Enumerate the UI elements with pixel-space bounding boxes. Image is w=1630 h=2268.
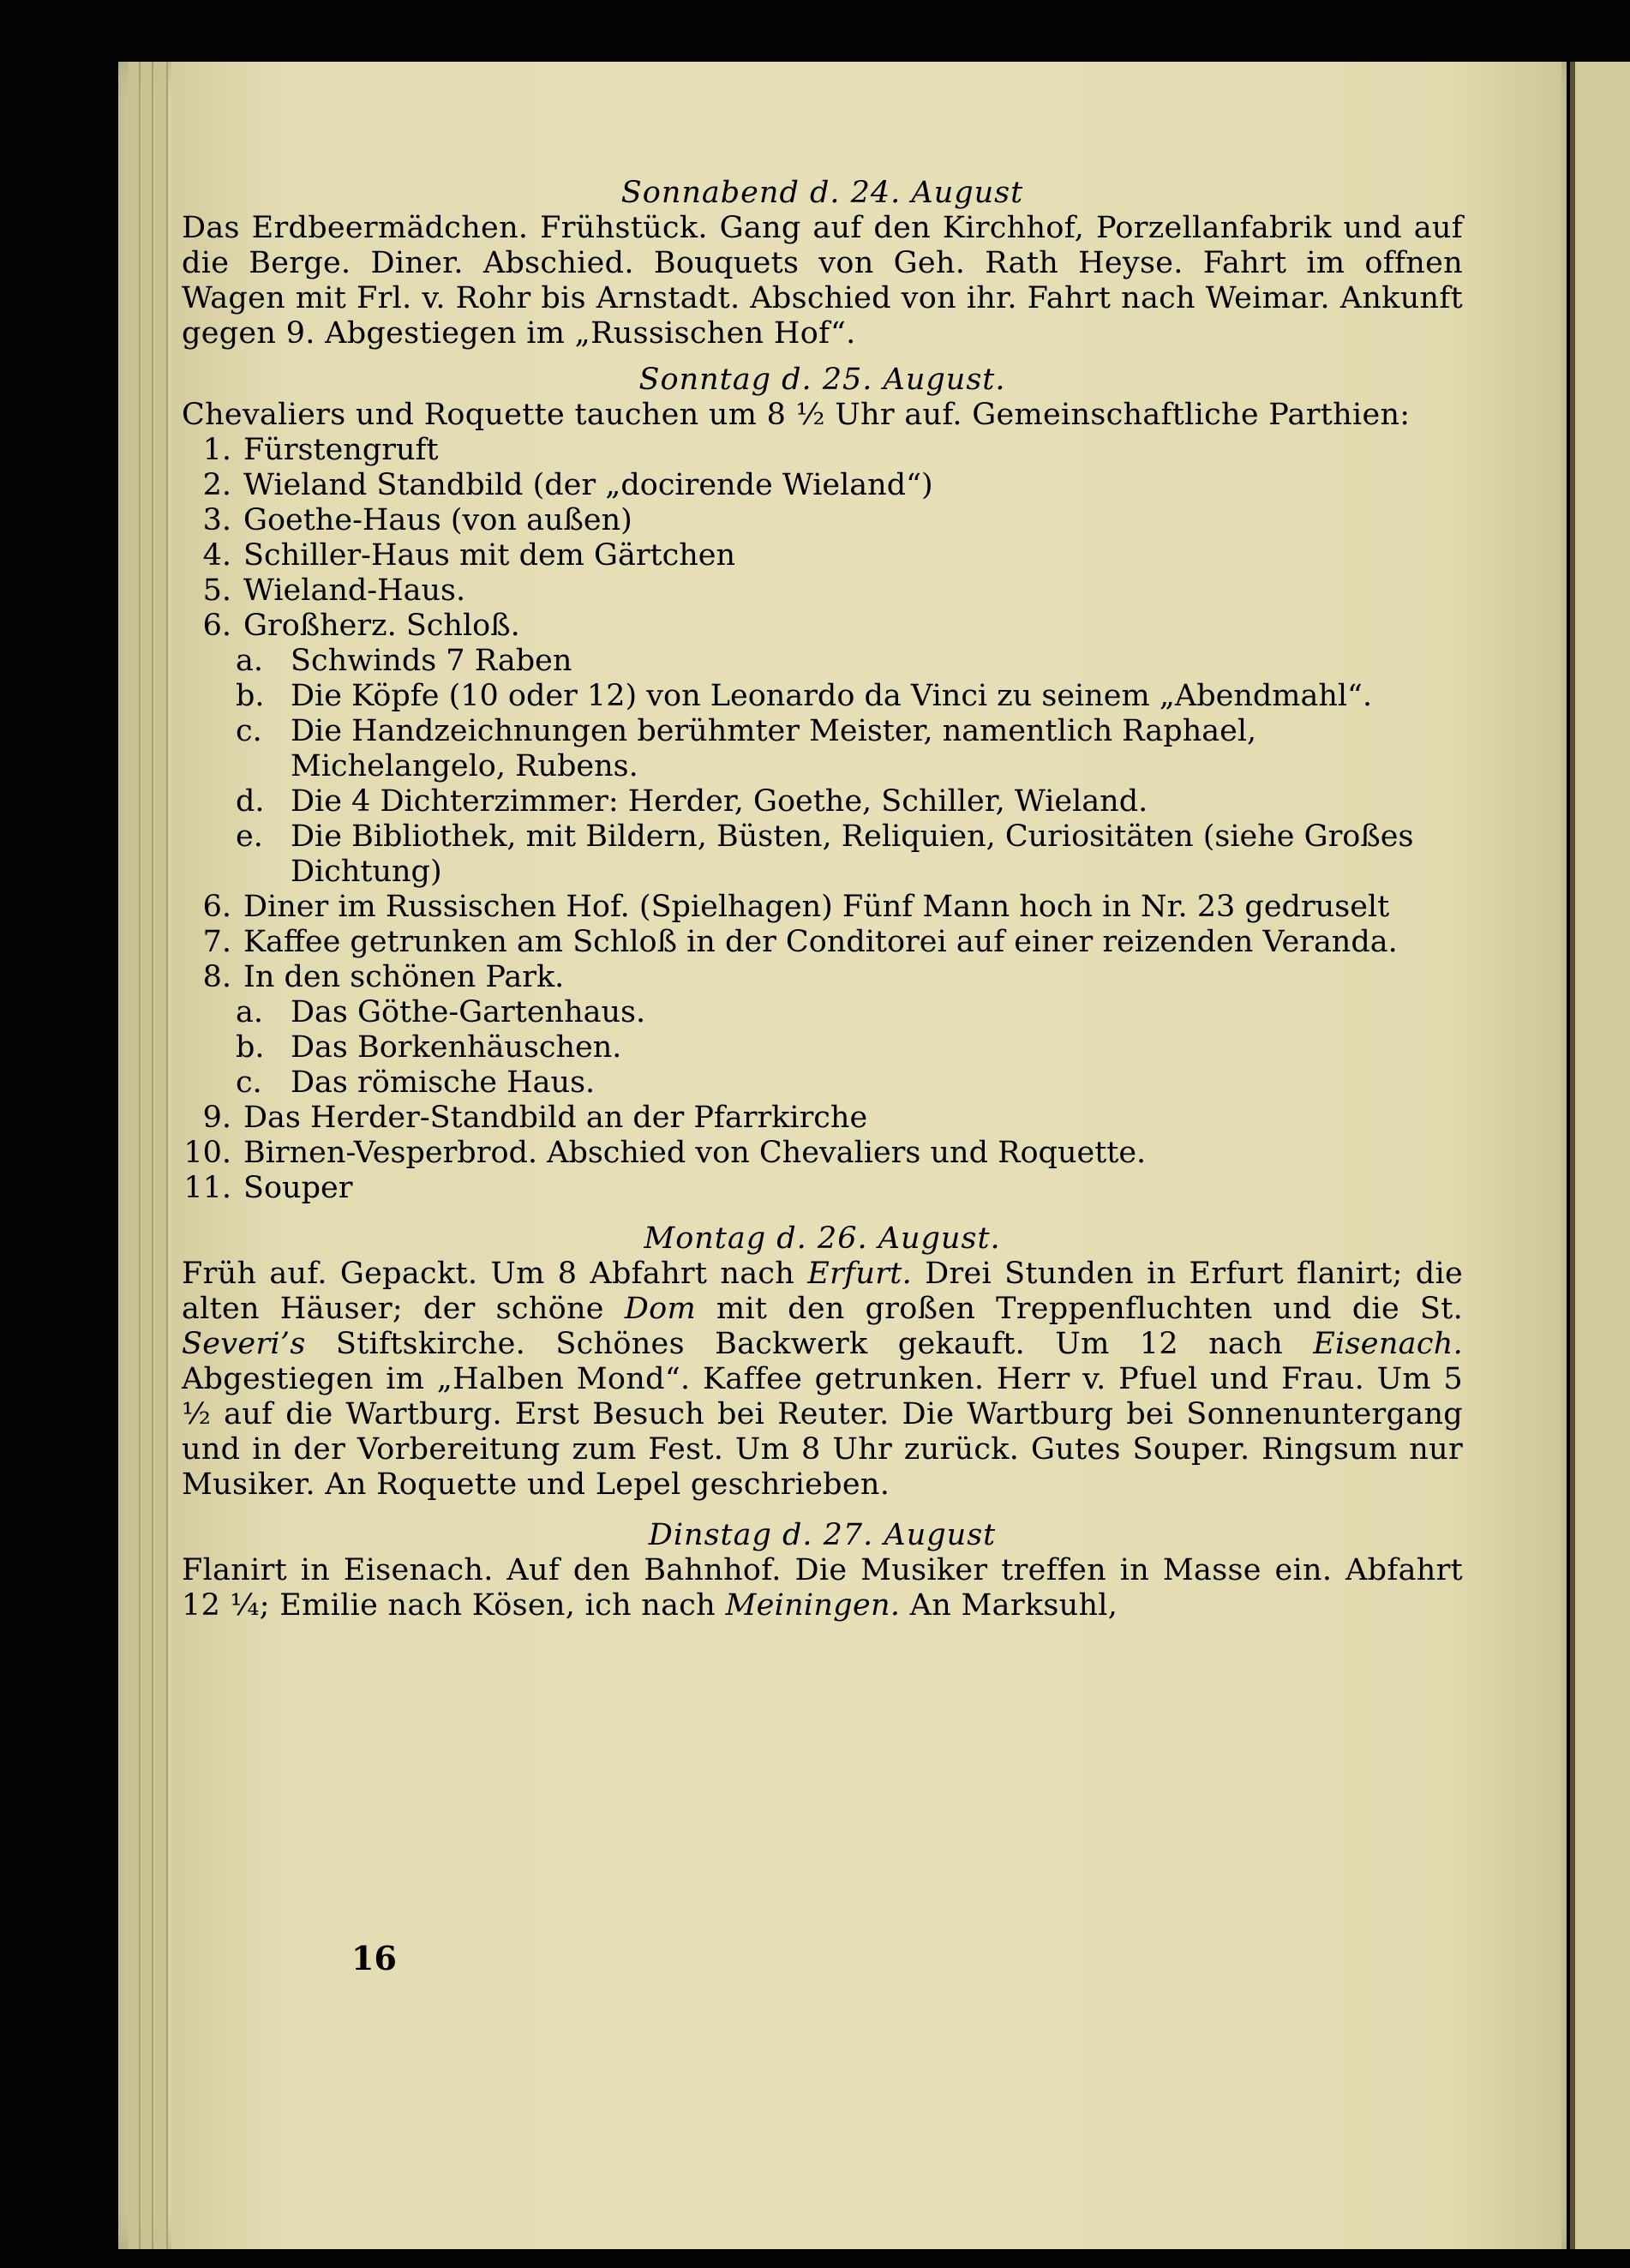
list-text: Das römische Haus. xyxy=(291,1065,596,1100)
list-text: Die Bibliothek, mit Bildern, Büsten, Reliquien, Curiositäten (siehe Großes Dichtung) xyxy=(291,819,1414,889)
list-text: Kaffee getrunken am Schloß in der Conditorei auf einer reizenden Veranda. xyxy=(243,925,1398,959)
list-number: 8. xyxy=(202,960,231,994)
list-text: Fürstengruft xyxy=(243,433,439,467)
entry-date: Montag d. 26. August. xyxy=(644,1221,1001,1256)
list-text: Das Borkenhäuschen. xyxy=(291,1030,622,1065)
page-text xyxy=(182,176,1463,1623)
entry-paragraph: Chevaliers und Roquette tauchen um 8 ½ Uhr auf. Gemeinschaftliche Parthien: xyxy=(182,398,1411,432)
list-number: 6. xyxy=(202,609,231,643)
list-letter: d. xyxy=(236,784,265,819)
list-item xyxy=(182,609,1463,644)
list-item xyxy=(182,503,1463,538)
list-number: 6. xyxy=(202,890,231,924)
sub-list-item xyxy=(182,1030,1463,1065)
list-letter: b. xyxy=(236,679,265,713)
sub-list-item xyxy=(182,644,1463,679)
list-number: 11. xyxy=(183,1171,231,1205)
list-letter: a. xyxy=(236,995,263,1029)
list-text: Das Herder-Standbild an der Pfarrkirche xyxy=(243,1101,868,1135)
sub-list-item xyxy=(182,1065,1463,1101)
list-text: Birnen-Vesperbrod. Abschied von Chevaliers und Roquette. xyxy=(243,1136,1147,1170)
page-edge xyxy=(154,62,168,2249)
list-item xyxy=(182,890,1463,925)
list-text: Schiller-Haus mit dem Gärtchen xyxy=(243,538,736,573)
list-number: 5. xyxy=(202,573,231,608)
page-edge xyxy=(141,62,153,2249)
list-text: Wieland Standbild (der „docirende Wieland“) xyxy=(243,468,933,502)
list-number: 1. xyxy=(202,433,231,467)
list-text: Souper xyxy=(243,1171,353,1205)
list-text: Schwinds 7 Raben xyxy=(291,644,572,678)
entry-paragraph: Flanirt in Eisenach. Auf den Bahnhof. Die Musiker treffen in Masse ein. Abfahrt 12 ¼; Emilie nach Kösen, ich nach Meiningen. An Marksuhl, xyxy=(182,1553,1463,1623)
list-text: Goethe-Haus (von außen) xyxy=(243,503,632,537)
list-item xyxy=(182,433,1463,468)
itinerary-list xyxy=(182,433,1463,1206)
list-text: Das Göthe-Gartenhaus. xyxy=(291,995,646,1029)
list-item xyxy=(182,1171,1463,1206)
entry-paragraph: Früh auf. Gepackt. Um 8 Abfahrt nach Erfurt. Drei Stunden in Erfurt flanirt; die alten Häuser; der schöne Dom mit den großen Treppenfluchten und die St. Severi’s Stiftskirche. Schönes Backwerk gekauft. Um 12 nach Eisenach. Abgestiegen im „Halben Mond“. Kaffee getrunken. Herr v. Pfuel und Frau. Um 5 ½ auf die Wartburg. Erst Besuch bei Reuter. Die Wartburg bei Sonnenuntergang und in der Vorbereitung zum Fest. Um 8 Uhr zurück. Gutes Souper. Ringsum nur Musiker. An Roquette und Lepel geschrieben. xyxy=(182,1257,1464,1502)
entry-date: Sonnabend d. 24. August xyxy=(620,176,1024,210)
entry-date: Sonntag d. 25. August. xyxy=(638,363,1006,397)
facing-page-edge xyxy=(1570,62,1630,2249)
list-letter: a. xyxy=(236,644,263,678)
list-item xyxy=(182,573,1463,609)
entry-paragraph: Das Erdbeermädchen. Frühstück. Gang auf den Kirchhof, Porzellanfabrik und auf die Berge. Diner. Abschied. Bouquets von Geh. Rath Heyse. Fahrt im offnen Wagen mit Frl. v. Rohr bis Arnstadt. Abschied von ihr. Fahrt nach Weimar. Ankunft gegen 9. Abgestiegen im „Russischen Hof“. xyxy=(182,211,1463,351)
list-text: Die 4 Dichterzimmer: Herder, Goethe, Schiller, Wieland. xyxy=(291,784,1148,819)
list-text: Diner im Russischen Hof. (Spielhagen) Fünf Mann hoch in Nr. 23 gedruselt xyxy=(243,890,1390,924)
list-item xyxy=(182,1136,1463,1171)
list-number: 3. xyxy=(202,503,231,537)
list-letter: b. xyxy=(236,1030,265,1065)
sub-list-item xyxy=(182,679,1463,714)
list-text: In den schönen Park. xyxy=(243,960,565,994)
list-text: Die Handzeichnungen berühmter Meister, namentlich Raphael, Michelangelo, Rubens. xyxy=(291,714,1257,783)
list-item xyxy=(182,468,1463,503)
list-letter: c. xyxy=(236,1065,262,1100)
list-text: Die Köpfe (10 oder 12) von Leonardo da Vinci zu seinem „Abendmahl“. xyxy=(291,679,1373,713)
list-number: 2. xyxy=(202,468,231,502)
list-number: 4. xyxy=(202,538,231,573)
list-letter: c. xyxy=(236,714,262,748)
list-number: 7. xyxy=(202,925,231,959)
list-number: 9. xyxy=(202,1101,231,1135)
sub-list-item xyxy=(182,995,1463,1030)
list-item xyxy=(182,925,1463,960)
page-number: 16 xyxy=(351,1939,397,1977)
sub-list-item xyxy=(182,819,1463,890)
entry-date: Dinstag d. 27. August xyxy=(648,1518,997,1552)
page-edge xyxy=(129,62,141,2249)
list-text: Wieland-Haus. xyxy=(243,573,466,608)
list-number: 10. xyxy=(183,1136,231,1170)
list-letter: e. xyxy=(236,819,263,854)
list-item xyxy=(182,538,1463,573)
sub-list-item xyxy=(182,714,1463,784)
list-text: Großherz. Schloß. xyxy=(243,609,520,643)
sub-list-item xyxy=(182,784,1463,819)
list-item xyxy=(182,960,1463,995)
list-item xyxy=(182,1101,1463,1136)
